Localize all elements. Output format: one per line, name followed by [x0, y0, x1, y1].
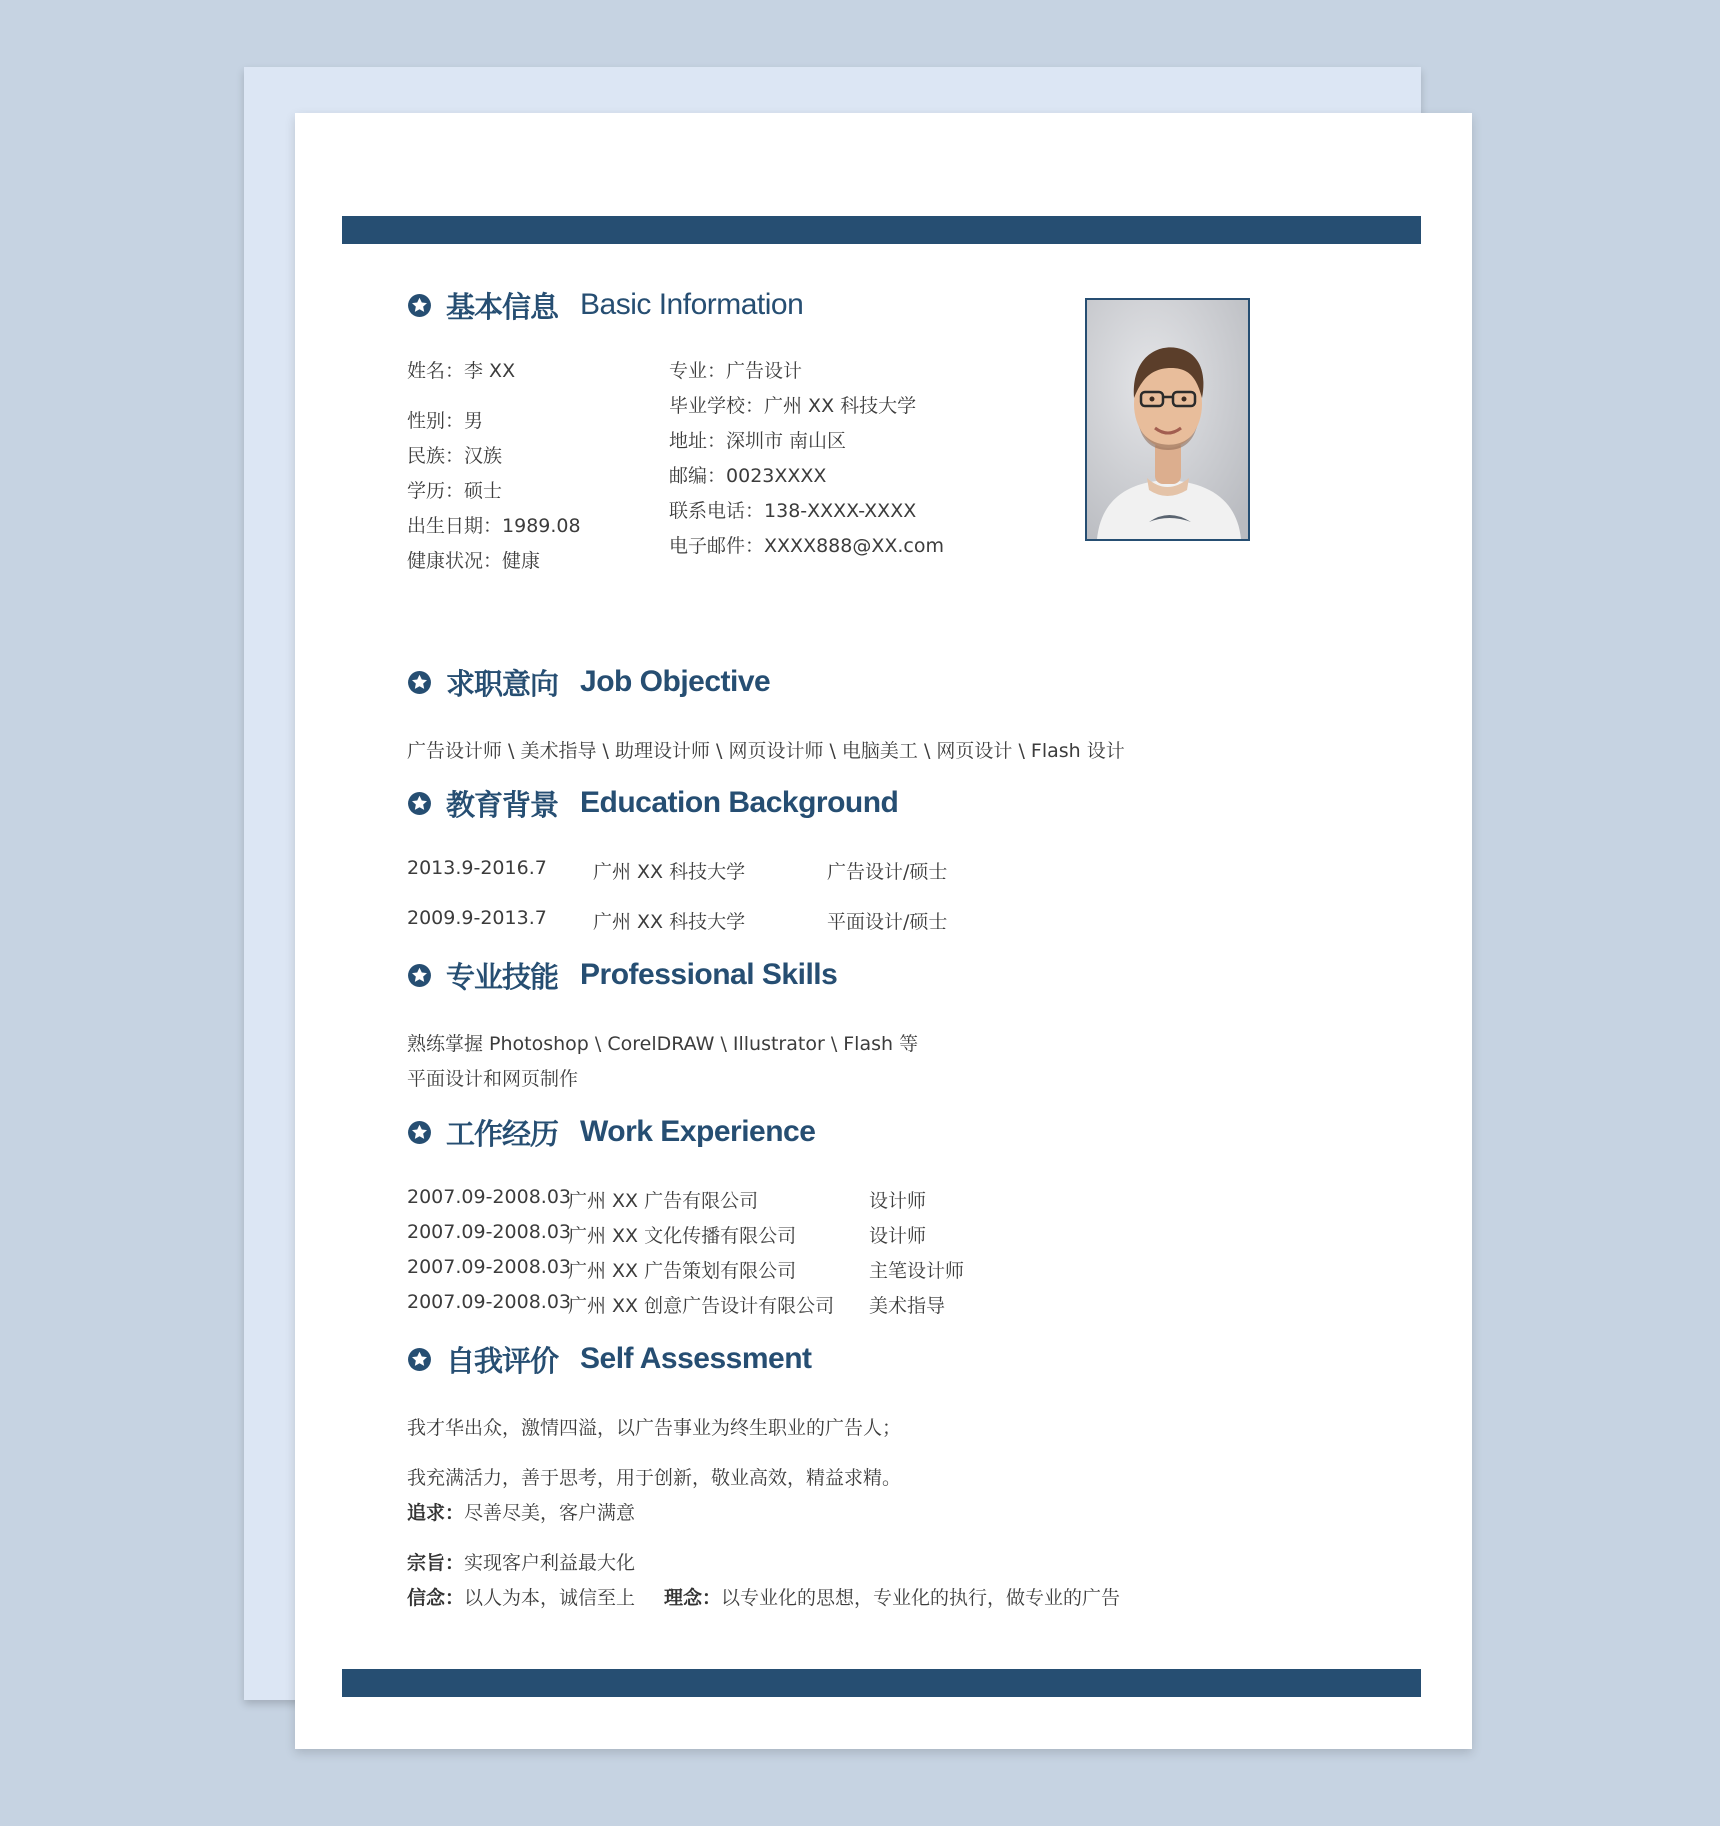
section-title-zh: 教育背景 — [446, 787, 559, 822]
info-ethnicity: 民族：汉族 — [407, 445, 503, 467]
objective-text: 广告设计师 \ 美术指导 \ 助理设计师 \ 网页设计师 \ 电脑美工 \ 网页设计 \ Flash 设计 — [407, 740, 1125, 762]
section-education — [407, 783, 898, 823]
section-title-en: Professional Skills — [580, 958, 838, 991]
edu-school: 广州 XX 科技大学 — [593, 861, 746, 883]
star-icon — [407, 1120, 432, 1145]
work-role: 美术指导 — [869, 1295, 946, 1317]
section-job-objective — [407, 662, 770, 702]
star-icon — [407, 293, 432, 318]
info-birthdate: 出生日期：1989.08 — [407, 515, 581, 537]
edu-period: 2013.9-2016.7 — [407, 857, 547, 879]
self-tenet: 宗旨：实现客户利益最大化 — [407, 1552, 636, 1574]
work-role: 设计师 — [869, 1225, 927, 1247]
star-icon — [407, 670, 432, 695]
info-email: 电子邮件：XXXX888@XX.com — [669, 535, 944, 557]
self-idea: 理念：以专业化的思想，专业化的执行，做专业的广告 — [664, 1587, 1121, 1609]
info-phone: 联系电话：138-XXXX-XXXX — [669, 500, 917, 522]
section-title-zh: 求职意向 — [446, 666, 559, 701]
self-pursuit: 追求：尽善尽美，客户满意 — [407, 1502, 636, 1524]
star-icon — [407, 791, 432, 816]
section-title-en: Work Experience — [580, 1115, 816, 1148]
profile-photo — [1085, 298, 1250, 541]
skills-line: 平面设计和网页制作 — [407, 1068, 579, 1090]
section-header — [407, 1112, 815, 1152]
info-address: 地址：深圳市 南山区 — [669, 430, 847, 452]
work-company: 广州 XX 广告策划有限公司 — [568, 1260, 797, 1282]
section-header — [407, 285, 803, 325]
info-postcode: 邮编：0023XXXX — [669, 465, 827, 487]
star-icon — [407, 1347, 432, 1372]
info-gender: 性别：男 — [407, 410, 484, 432]
section-basic-info — [407, 285, 803, 325]
self-line: 我才华出众，激情四溢，以广告事业为终生职业的广告人； — [407, 1417, 902, 1439]
edu-period: 2009.9-2013.7 — [407, 907, 547, 929]
section-skills — [407, 955, 837, 995]
section-title-zh: 专业技能 — [446, 959, 559, 994]
info-degree: 学历：硕士 — [407, 480, 503, 502]
section-title-zh: 自我评价 — [446, 1343, 559, 1378]
section-title-en: Self Assessment — [580, 1342, 812, 1375]
work-company: 广州 XX 创意广告设计有限公司 — [568, 1295, 835, 1317]
section-title-en: Education Background — [580, 786, 899, 819]
work-period: 2007.09-2008.03 — [407, 1291, 571, 1313]
work-period: 2007.09-2008.03 — [407, 1186, 571, 1208]
section-header — [407, 1339, 812, 1379]
work-period: 2007.09-2008.03 — [407, 1256, 571, 1278]
self-belief: 信念：以人为本，诚信至上 — [407, 1587, 636, 1609]
section-title-zh: 工作经历 — [446, 1116, 559, 1151]
self-line: 我充满活力，善于思考，用于创新，敬业高效，精益求精。 — [407, 1467, 902, 1489]
top-accent-bar — [342, 216, 1421, 244]
section-header — [407, 662, 770, 702]
info-name: 姓名：李 XX — [407, 360, 516, 382]
resume-page — [295, 113, 1472, 1749]
section-self-assessment — [407, 1339, 812, 1379]
work-period: 2007.09-2008.03 — [407, 1221, 571, 1243]
edu-school: 广州 XX 科技大学 — [593, 911, 746, 933]
section-title-en: Job Objective — [580, 665, 771, 698]
edu-major: 平面设计/硕士 — [827, 911, 948, 933]
section-work — [407, 1112, 815, 1152]
work-company: 广州 XX 文化传播有限公司 — [568, 1225, 797, 1247]
work-role: 设计师 — [869, 1190, 927, 1212]
star-icon — [407, 963, 432, 988]
edu-major: 广告设计/硕士 — [827, 861, 948, 883]
work-company: 广州 XX 广告有限公司 — [568, 1190, 759, 1212]
section-title-en: Basic Information — [580, 288, 804, 321]
work-role: 主笔设计师 — [869, 1260, 965, 1282]
skills-line: 熟练掌握 Photoshop \ CorelDRAW \ Illustrator \ Flash 等 — [407, 1033, 919, 1055]
section-title-zh: 基本信息 — [446, 289, 559, 324]
section-header — [407, 955, 837, 995]
section-header — [407, 783, 898, 823]
info-health: 健康状况：健康 — [407, 550, 541, 572]
info-school: 毕业学校：广州 XX 科技大学 — [669, 395, 917, 417]
bottom-accent-bar — [342, 1669, 1421, 1697]
portrait-image — [1087, 300, 1248, 539]
info-major: 专业：广告设计 — [669, 360, 803, 382]
